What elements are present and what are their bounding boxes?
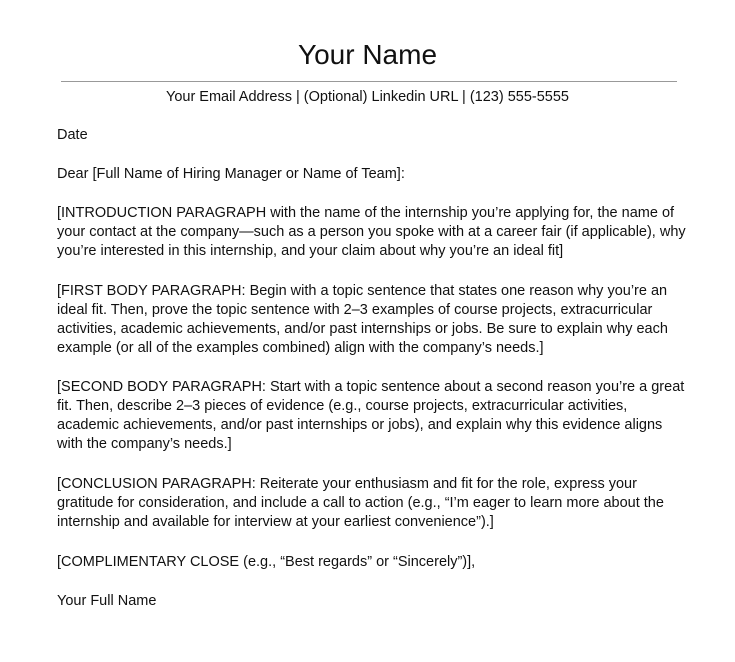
header-divider bbox=[61, 81, 677, 82]
signature-name: Your Full Name bbox=[57, 593, 157, 609]
first-body-paragraph: [FIRST BODY PARAGRAPH: Begin with a topic sentence that states one reason why you’re an ideal fit. Then, prove the topic sentence with 2–3 examples of course projects, extracurricular activities, academic achievements, and/or past internships or jobs. Be sure to explain why each example (or all of the examples combined) align with the company’s needs.] bbox=[57, 283, 668, 356]
conclusion-paragraph: [CONCLUSION PARAGRAPH: Reiterate your enthusiasm and fit for the role, express your gratitude for consideration, and include a call to action (e.g., “I’m eager to learn more about the internship and available for interview at your earliest convenience”).] bbox=[57, 476, 664, 530]
complimentary-close: [COMPLIMENTARY CLOSE (e.g., “Best regards” or “Sincerely”)], bbox=[57, 554, 476, 570]
introduction-paragraph: [INTRODUCTION PARAGRAPH with the name of the internship you’re applying for, the name of your contact at the company—such as a person you spoke with at a career fair (if applicable), why you’re interested in this internship, and your claim about why you’re an ideal fit] bbox=[57, 205, 686, 259]
contact-info-line: Your Email Address | (Optional) Linkedin URL | (123) 555-5555 bbox=[165, 89, 569, 105]
salutation: Dear [Full Name of Hiring Manager or Name of Team]: bbox=[57, 166, 405, 182]
date-line: Date bbox=[57, 127, 88, 143]
applicant-name-heading: Your Name bbox=[297, 39, 438, 70]
second-body-paragraph: [SECOND BODY PARAGRAPH: Start with a topic sentence about a second reason you’re a great fit. Then, describe 2–3 pieces of evidence (e.g., course projects, extracurricular activities, academic achievements, and/or past internships or jobs), and explain why this evidence aligns with the company’s needs.] bbox=[57, 379, 685, 452]
